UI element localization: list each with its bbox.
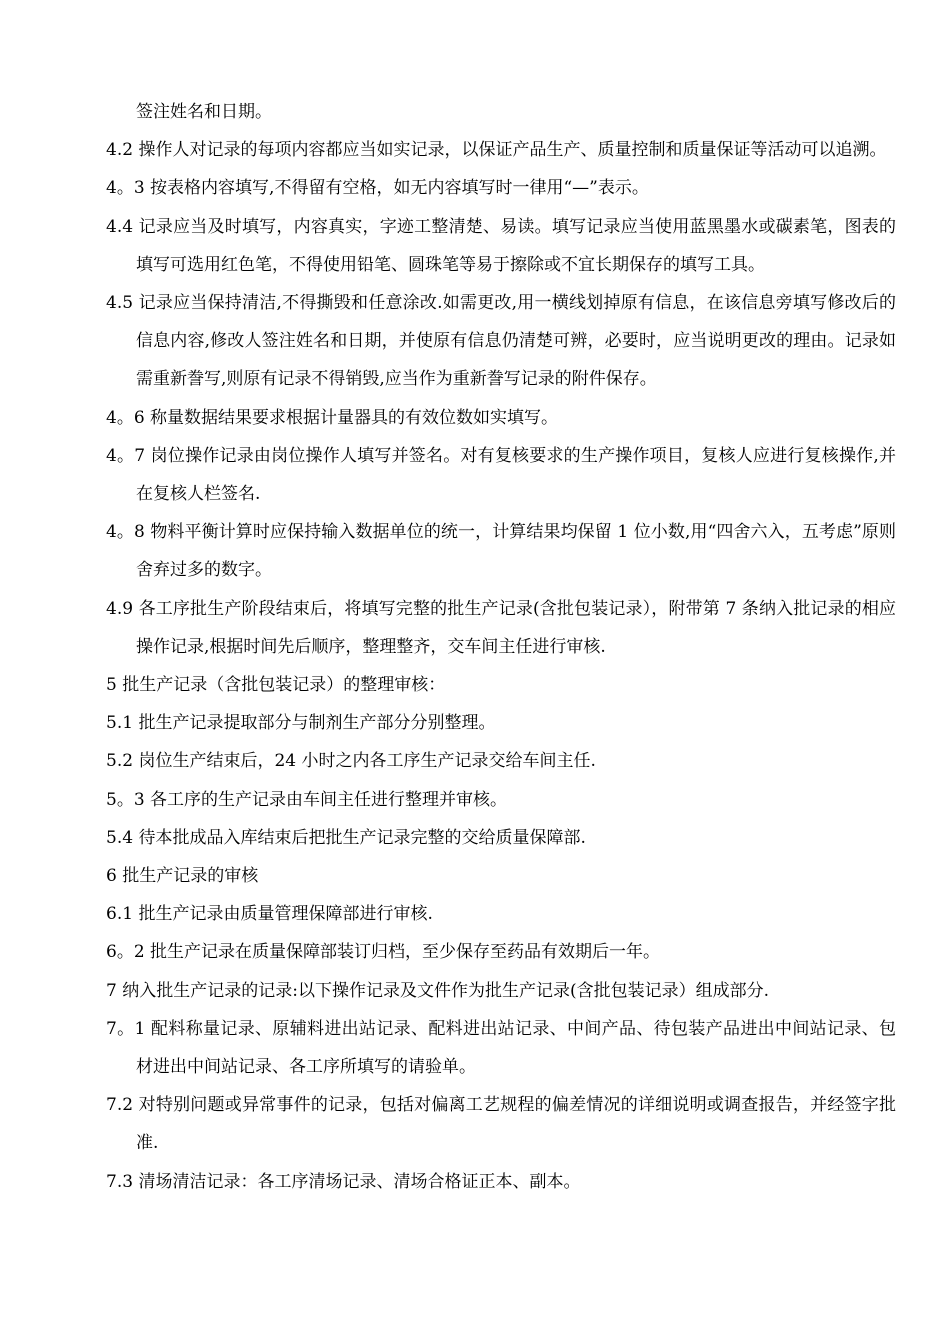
paragraph-5-1: 5.1 批生产记录提取部分与制剂生产部分分别整理。 <box>106 713 496 734</box>
paragraph-7-1: 7。1 配料称量记录、原辅料进出站记录、配料进出站记录、中间产品、待包装产品进出中间站记录、包材进出中间站记录、各工序所填写的请验单。 <box>106 1018 896 1078</box>
document-body <box>106 93 896 1201</box>
paragraph-4-5: 4.5 记录应当保持清洁,不得撕毁和任意涂改.如需更改,用一横线划掉原有信息，在该信息旁填写修改后的信息内容,修改人签注姓名和日期，并使原有信息仍清楚可辨，必要时，应当说明更改的理由。记录如需重新誊写,则原有记录不得销毁,应当作为重新誊写记录的附件保存。 <box>106 293 896 390</box>
paragraph-4-3: 4。3 按表格内容填写,不得留有空格，如无内容填写时一律用“—”表示。 <box>106 178 649 199</box>
paragraph-7-2: 7.2 对特别问题或异常事件的记录，包括对偏离工艺规程的偏差情况的详细说明或调查报告，并经签字批准. <box>106 1095 896 1154</box>
paragraph-4-9: 4.9 各工序批生产阶段结束后，将填写完整的批生产记录(含批包装记录），附带第 7 条纳入批记录的相应操作记录,根据时间先后顺序，整理整齐，交车间主任进行审核. <box>106 598 896 657</box>
paragraph-continuation: 签注姓名和日期。 <box>136 102 272 122</box>
paragraph-4-6: 4。6 称量数据结果要求根据计量器具的有效位数如实填写。 <box>106 407 559 428</box>
paragraph-6-2: 6。2 批生产记录在质量保障部装订归档，至少保存至药品有效期后一年。 <box>106 942 661 963</box>
paragraph-4-8: 4。8 物料平衡计算时应保持输入数据单位的统一，计算结果均保留 1 位小数,用“四舍六入，五考虑”原则舍弃过多的数字。 <box>106 522 896 581</box>
section-heading-6: 6 批生产记录的审核 <box>106 866 259 887</box>
paragraph-4-4: 4.4 记录应当及时填写，内容真实，字迹工整清楚、易读。填写记录应当使用蓝黑墨水或碳素笔，图表的填写可选用红色笔，不得使用铅笔、圆珠笔等易于擦除或不宜长期保存的填写工具。 <box>106 216 896 275</box>
paragraph-4-7: 4。7 岗位操作记录由岗位操作人填写并签名。对有复核要求的生产操作项目，复核人应进行复核操作,并在复核人栏签名. <box>106 445 896 505</box>
paragraph-5-4: 5.4 待本批成品入库结束后把批生产记录完整的交给质量保障部. <box>106 827 586 848</box>
paragraph-6-1: 6.1 批生产记录由质量管理保障部进行审核. <box>106 904 433 925</box>
paragraph-5-2: 5.2 岗位生产结束后，24 小时之内各工序生产记录交给车间主任. <box>106 751 596 772</box>
paragraph-4-2: 4.2 操作人对记录的每项内容都应当如实记录，以保证产品生产、质量控制和质量保证等活动可以追溯。 <box>106 140 887 161</box>
paragraph-7-3: 7.3 清场清洁记录：各工序清场记录、清场合格证正本、副本。 <box>106 1171 581 1192</box>
section-heading-5: 5 批生产记录（含批包装记录）的整理审核： <box>106 675 446 696</box>
paragraph-5-3: 5。3 各工序的生产记录由车间主任进行整理并审核。 <box>106 789 508 810</box>
section-heading-7: 7 纳入批生产记录的记录:以下操作记录及文件作为批生产记录(含批包装记录）组成部分. <box>106 980 769 1001</box>
